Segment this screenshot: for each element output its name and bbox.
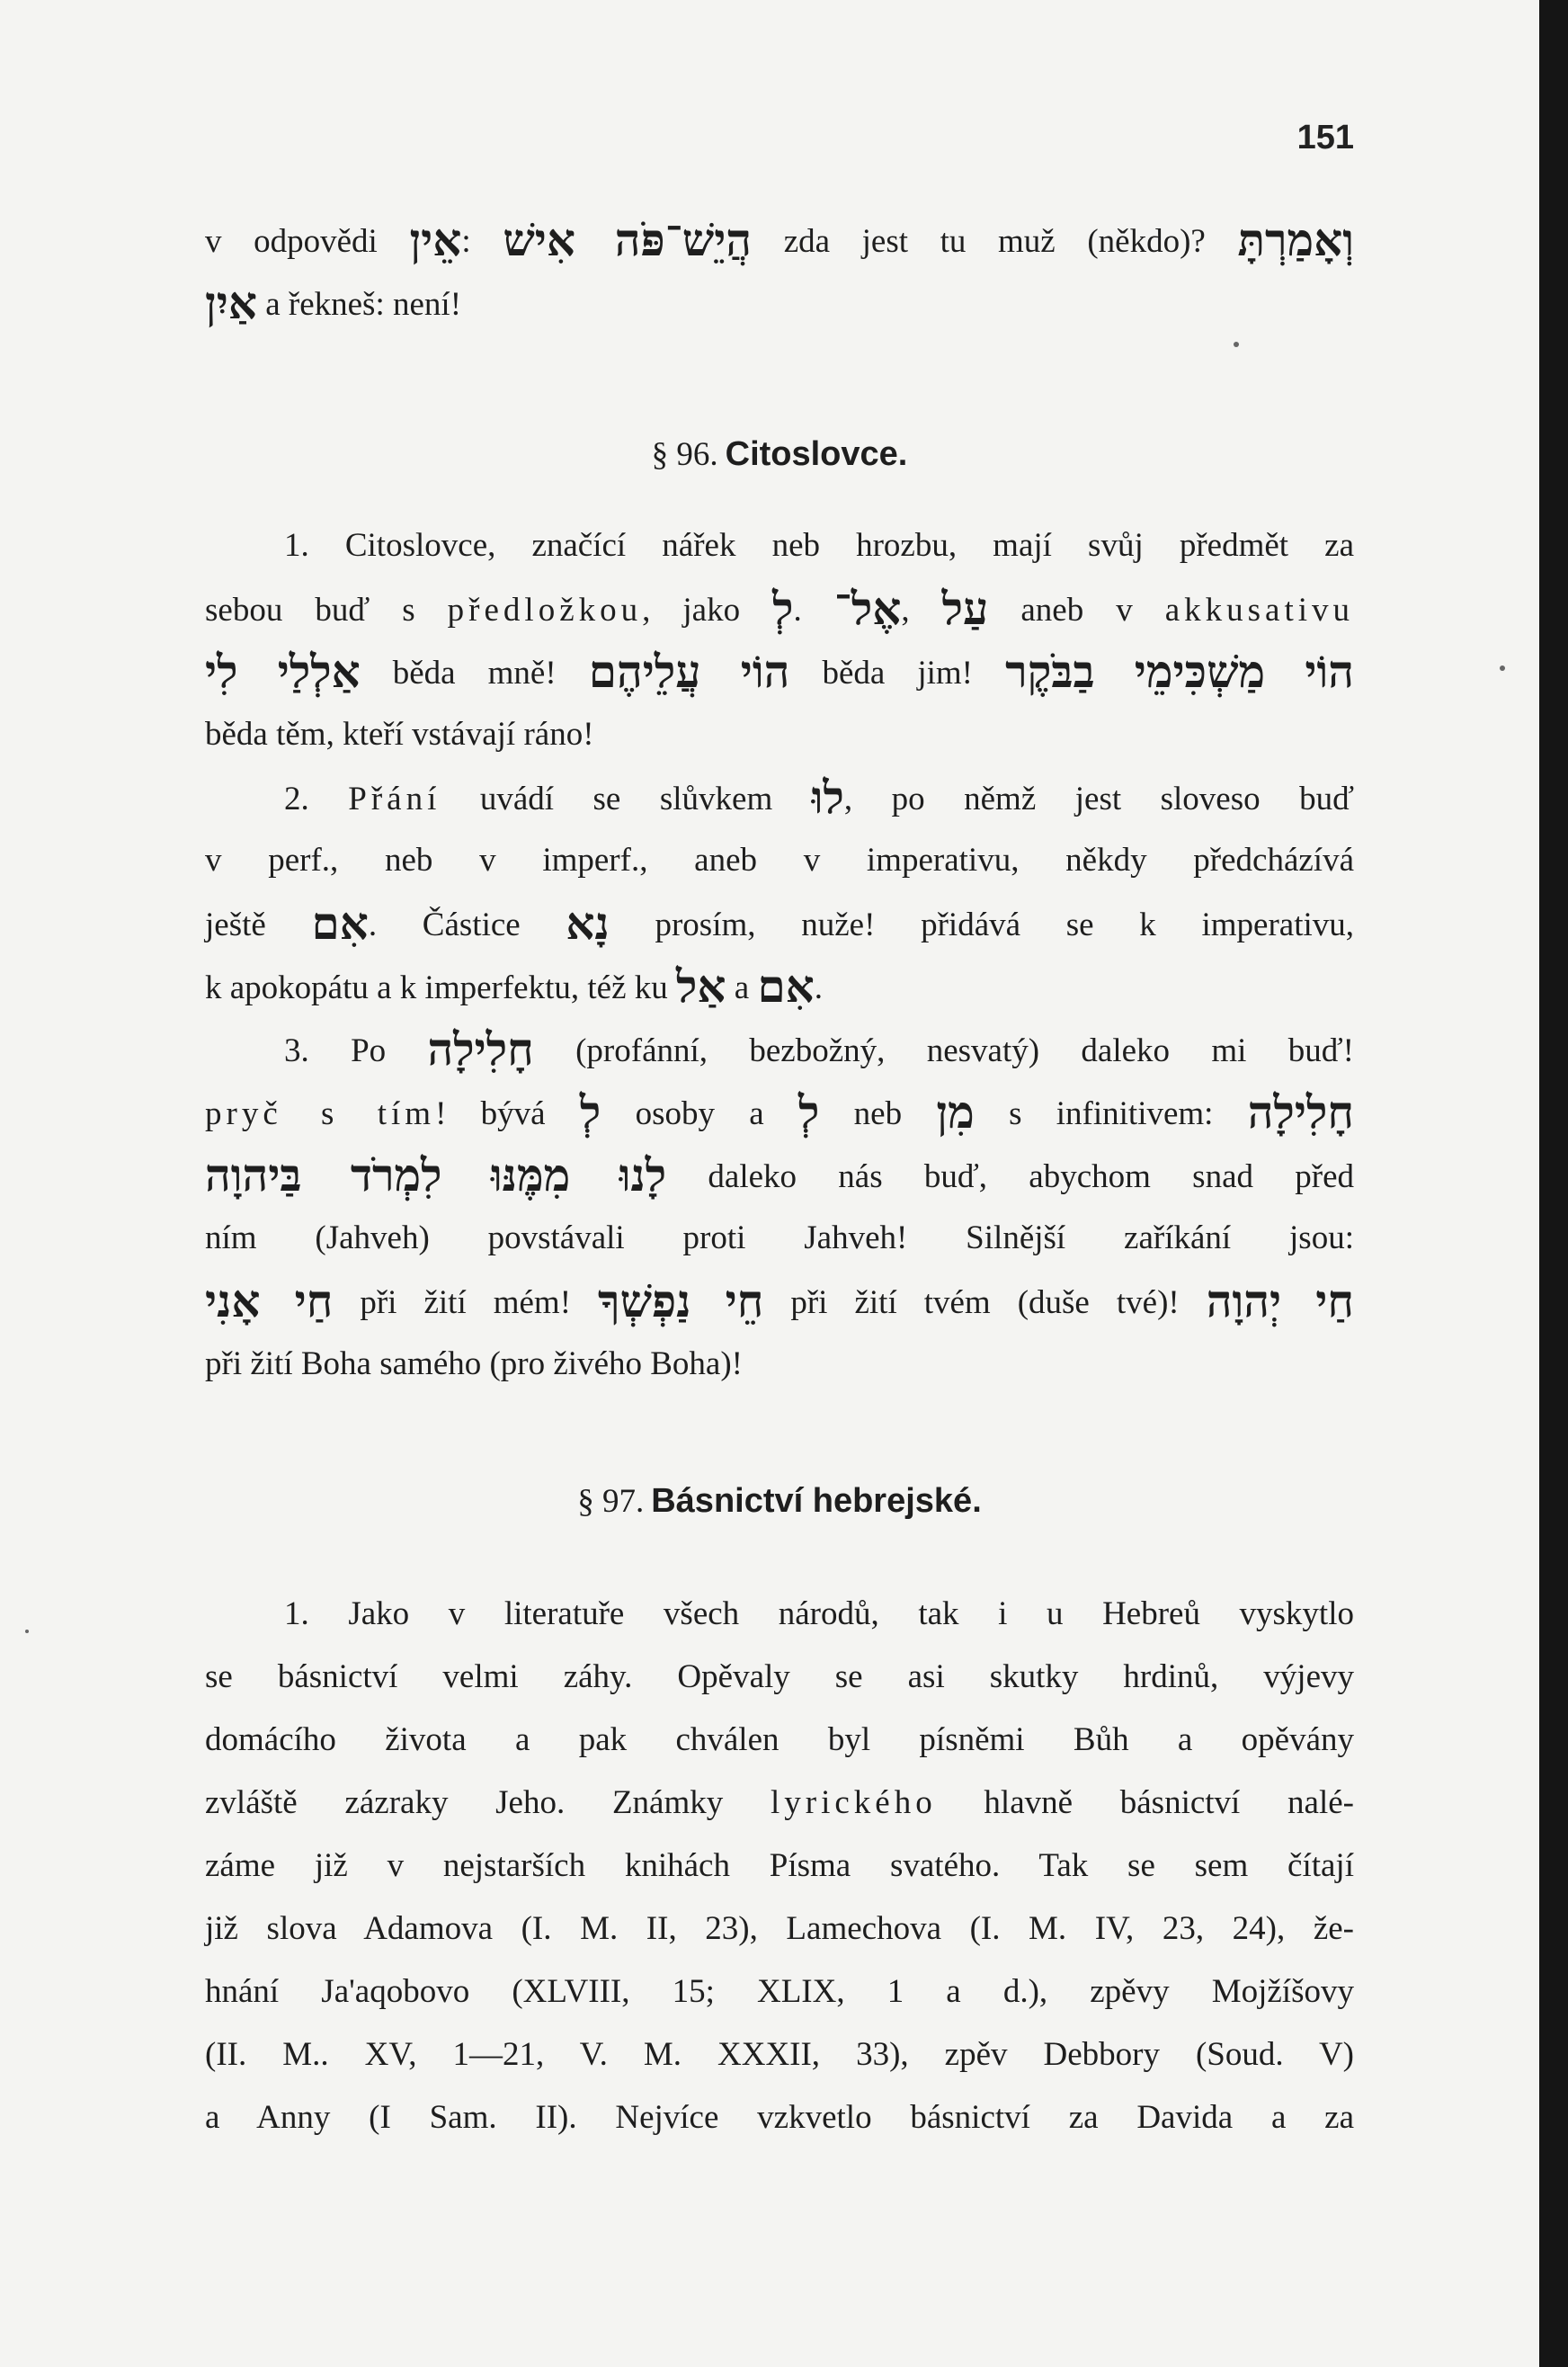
- text-segment: k apokopátu a k imperfektu, též ku: [205, 969, 676, 1006]
- hebrew-word: חָלִילָה: [427, 1023, 534, 1076]
- text-line: [205, 640, 1354, 703]
- section-96-body: [205, 514, 1354, 1396]
- hebrew-phrase: הוֹי עֲלֵיהֶם: [588, 645, 790, 698]
- text-segment: předložkou: [447, 592, 643, 629]
- text-segment: a řekneš: není!: [256, 286, 462, 323]
- hebrew-phrase: הוֹי מַשְׁכִּימֵי בַבֹּקֶר: [1005, 645, 1354, 698]
- section-title: Básnictví hebrejské.: [651, 1482, 982, 1520]
- text-segment: :: [461, 223, 503, 260]
- hebrew-word: אֵין: [409, 213, 462, 266]
- text-line: [205, 955, 1354, 1018]
- text-segment: 3. Po: [284, 1032, 428, 1069]
- text-segment: akkusativu: [1164, 592, 1355, 629]
- text-segment: uvádí se slůvkem: [441, 781, 812, 817]
- text-segment: aneb v: [988, 592, 1165, 629]
- section-97-heading: [205, 1482, 1354, 1521]
- hebrew-phrase: חֵי נַפְשְׁךָ: [598, 1274, 764, 1327]
- text-segment: zda jest tu muž (někdo)?: [752, 223, 1238, 260]
- scan-speck: [1234, 342, 1239, 347]
- text-line: [205, 577, 1354, 640]
- text-line: [205, 892, 1354, 955]
- hebrew-word: לוּ: [811, 771, 844, 824]
- text-line: 1. Jako v literatuře všech národů, tak i u Hebreů vyskytlo: [284, 1595, 1354, 1632]
- scan-speck: [1500, 665, 1505, 671]
- hebrew-word: אַל: [676, 960, 726, 1013]
- hebrew-word: עַל: [941, 582, 989, 635]
- section-title: Citoslovce.: [725, 435, 908, 473]
- text-segment: s infinitivem:: [974, 1095, 1248, 1132]
- section-97-body: [205, 1583, 1354, 2149]
- hebrew-word: אִם: [757, 960, 815, 1013]
- text-line: [205, 1270, 1354, 1333]
- text-segment: při žití Boha samého (pro živého Boha)!: [205, 1345, 743, 1382]
- text-segment: osoby a: [601, 1095, 798, 1132]
- text-segment: ,: [901, 592, 942, 629]
- text-line: a Anny (I Sam. II). Nejvíce vzkvetlo básnictví za Davida a za: [205, 2099, 1354, 2136]
- text-line: [205, 1207, 1354, 1270]
- hebrew-word: נָא: [566, 897, 610, 950]
- text-line: [205, 1018, 1354, 1081]
- text-segment: a: [726, 969, 758, 1006]
- text-line: [205, 1081, 1354, 1144]
- page-number: 151: [1296, 119, 1354, 156]
- text-segment: sebou buď s: [205, 592, 448, 629]
- text-segment: při žití tvém (duše tvé)!: [763, 1284, 1207, 1321]
- text-line: již slova Adamova (I. M. II, 23), Lamechova (I. M. IV, 23, 24), že-: [205, 1910, 1354, 1947]
- text-segment: (profánní, bezbožný, nesvatý) daleko mi buď!: [533, 1032, 1355, 1069]
- text-segment: 1. Citoslovce, značící nářek neb hrozbu, mají svůj předmět za: [284, 527, 1354, 564]
- text-line: [205, 703, 1354, 766]
- hebrew-phrase: אַלְלַי לִי: [205, 645, 361, 698]
- text-segment: zvláště zázraky Jeho. Známky: [205, 1784, 771, 1821]
- section-sign: § 97.: [577, 1483, 645, 1520]
- text-line: [205, 1144, 1354, 1207]
- scan-edge: [1539, 0, 1568, 2367]
- text-segment: prosím, nuže! přidává se k imperativu,: [609, 907, 1355, 943]
- text-line: se básnictví velmi záhy. Opěvaly se asi skutky hrdinů, výjevy: [205, 1658, 1354, 1695]
- hebrew-word: אִם: [311, 897, 369, 950]
- text-segment: , po němž jest sloveso buď: [843, 781, 1355, 817]
- text-line: [205, 1772, 1354, 1835]
- text-line: [205, 209, 1354, 272]
- hebrew-word: מִן: [936, 1085, 975, 1139]
- text-segment: . Částice: [368, 907, 566, 943]
- text-segment: .: [793, 592, 834, 629]
- text-segment: běda jim!: [789, 655, 1006, 692]
- text-segment: ním (Jahveh) povstávali proti Jahveh! Silnější zaříkání jsou:: [205, 1219, 1354, 1256]
- section-96-heading: [205, 435, 1354, 474]
- hebrew-word: לְ: [797, 1085, 820, 1139]
- text-line: domácího života a pak chválen byl písněmi Bůh a opěvány: [205, 1721, 1354, 1758]
- text-segment: .: [814, 969, 823, 1006]
- text-segment: hlavně básnictví nalé-: [936, 1784, 1354, 1821]
- hebrew-word: אֶל־: [833, 582, 902, 635]
- text-segment: , jako: [642, 592, 773, 629]
- hebrew-word: אַיִן: [205, 276, 257, 329]
- section-sign: § 96.: [651, 436, 718, 473]
- hebrew-phrase: לָנוּ מִמֶּנּוּ לִמְרֹד בַּיהוָה: [205, 1148, 667, 1201]
- text-line: [205, 766, 1354, 829]
- hebrew-word: לְ: [772, 582, 794, 635]
- text-line: záme již v nejstarších knihách Písma svatého. Tak se sem čítají: [205, 1847, 1354, 1884]
- text-line: (II. M.. XV, 1—21, V. M. XXXII, 33), zpěv Debbory (Soud. V): [205, 2036, 1354, 2073]
- hebrew-word: חָלִילָה: [1247, 1085, 1354, 1139]
- hebrew-phrase: חַי יְהוָה: [1206, 1274, 1355, 1327]
- intro-paragraph: [205, 209, 1354, 335]
- hebrew-word: וְאָמַרְתָּ: [1237, 213, 1355, 266]
- hebrew-word: לְ: [579, 1085, 601, 1139]
- text-line: [205, 1333, 1354, 1396]
- text-segment: v perf., neb v imperf., aneb v imperativu, někdy předcházívá: [205, 842, 1354, 879]
- text-line: [205, 514, 1354, 577]
- text-segment: Přání: [348, 781, 441, 817]
- text-segment: běda těm, kteří vstávají ráno!: [205, 716, 594, 753]
- text-segment: ! bývá: [435, 1095, 580, 1132]
- text-segment: neb: [819, 1095, 937, 1132]
- text-segment: při žití mém!: [333, 1284, 599, 1321]
- text-segment: daleko nás buď, abychom snad před: [666, 1158, 1354, 1195]
- text-segment: běda mně!: [360, 655, 589, 692]
- text-segment: lyrického: [770, 1784, 937, 1821]
- text-line: [205, 272, 1354, 335]
- hebrew-phrase: הֲיֵשׁ־פֹּה אִישׁ: [503, 213, 753, 266]
- text-segment: v odpovědi: [205, 223, 410, 260]
- text-segment: pryč s tím: [205, 1095, 436, 1132]
- text-line: hnání Ja'aqobovo (XLVIII, 15; XLIX, 1 a d.), zpěvy Mojžíšovy: [205, 1973, 1354, 2010]
- text-line: [205, 829, 1354, 892]
- scan-speck: [25, 1630, 29, 1633]
- hebrew-phrase: חַי אָנִי: [205, 1274, 334, 1327]
- text-segment: 2.: [284, 781, 349, 817]
- text-segment: ještě: [205, 907, 312, 943]
